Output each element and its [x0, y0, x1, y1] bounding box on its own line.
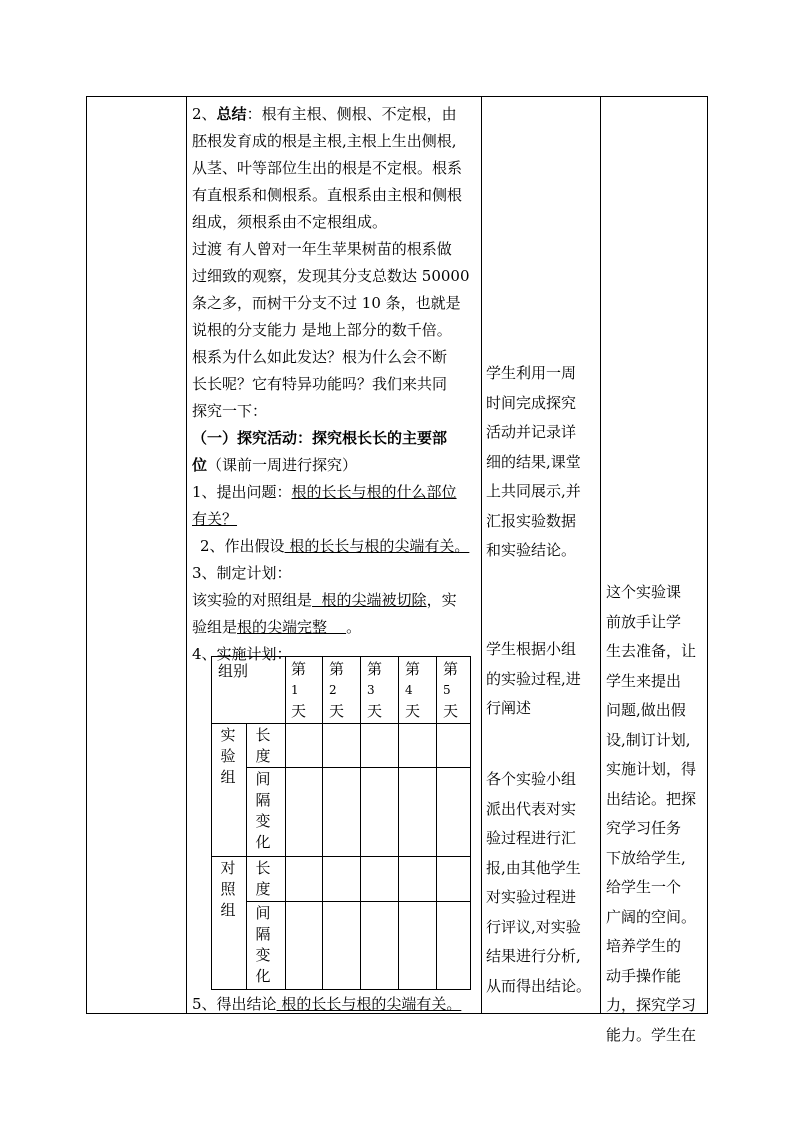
text-line: 探究一下：	[192, 402, 268, 420]
text-line: 派出代表对实	[486, 799, 577, 818]
grid-line	[398, 657, 399, 989]
group-header: 组别	[218, 662, 249, 680]
text-line: 实施计划，得	[606, 760, 697, 778]
text: 2、	[192, 105, 217, 123]
hypothesis-text: 根的长长与根的尖端有关。	[284, 537, 470, 555]
text-line: 力，探究学习	[606, 996, 697, 1014]
text: 第	[329, 660, 345, 678]
grid-line	[436, 657, 437, 989]
student-activity-1	[486, 359, 600, 566]
student-activity-3	[486, 765, 600, 1001]
grid-line	[322, 657, 323, 989]
text-line: 广阔的空间。	[606, 907, 697, 926]
text-line: 验过程进行汇	[486, 829, 577, 847]
experiment-group-label	[218, 725, 238, 788]
text: 长	[255, 726, 271, 744]
text-line: 有直根系和侧根系。直根系由主根和侧根	[192, 186, 463, 204]
text-line: 设,制订计划,	[606, 730, 691, 749]
text-line: 报,由其他学生	[486, 858, 581, 877]
day-5-header	[443, 659, 458, 722]
text-line: 说根的分支能力 是地上部分的数千倍。	[192, 321, 452, 339]
day-number: 5	[443, 683, 451, 697]
text: 第	[405, 660, 421, 678]
text: 天	[405, 702, 421, 720]
text: 天	[367, 702, 383, 720]
text: 第	[367, 660, 383, 678]
text: ：根有主根、侧根、不定根，由	[246, 105, 457, 123]
text: 隔	[255, 925, 271, 943]
day-number: 1	[291, 683, 299, 697]
text: 验	[220, 747, 236, 765]
text-line: 出结论。把探	[606, 789, 697, 808]
grid-line	[246, 901, 470, 902]
text-line: 从而得出结论。	[486, 976, 592, 995]
summary-label: 总结	[216, 105, 247, 123]
question-text: 根的长长与根的什么部位	[291, 483, 457, 501]
grid-line	[212, 856, 470, 857]
day-number: 4	[405, 683, 413, 697]
text-line: 各个实验小组	[486, 770, 577, 788]
text-line: 行评议,对实验	[486, 917, 581, 936]
text-line: 4、实施计划：	[192, 645, 292, 663]
text-line: 生去准备，让	[606, 642, 697, 660]
interval-change-label	[253, 903, 273, 987]
text-line: 学生利用一周	[486, 364, 577, 382]
text-line: 行阐述	[486, 699, 532, 717]
text: 5、得出结论	[192, 995, 277, 1013]
text: 2、作出假设	[200, 537, 285, 555]
text-line: 动手操作能	[606, 966, 682, 985]
activity-heading: （一）探究活动：探究根长长的主要部	[192, 429, 448, 447]
conclusion-line	[187, 987, 477, 1018]
day-4-header	[405, 659, 420, 722]
text-line: 过渡 有人曾对一年生苹果树苗的根系做	[192, 240, 452, 258]
text-line: 学生根据小组	[486, 640, 577, 658]
text: 组	[220, 901, 236, 919]
text: 。	[346, 618, 362, 636]
text: 长	[255, 859, 271, 877]
control-group-text: 根的尖端被切除	[312, 591, 427, 609]
text-line: 的实验过程,进	[486, 669, 581, 688]
length-label	[253, 858, 273, 900]
text-line: 长长呢？它有特异功能吗？我们来共同	[192, 375, 448, 393]
text-line: 汇报实验数据	[486, 511, 577, 530]
text: 度	[255, 747, 271, 765]
text: 天	[443, 702, 459, 720]
text: 化	[255, 967, 271, 985]
column-divider	[600, 97, 601, 1013]
text: 第	[443, 660, 459, 678]
text: 隔	[255, 791, 271, 809]
text: 化	[255, 833, 271, 851]
text: 组	[220, 768, 236, 786]
text-line: 根系为什么如此发达？根为什么会不断	[192, 348, 448, 366]
conclusion-text: 根的长长与根的尖端有关。	[276, 995, 462, 1013]
text-line: 细的结果,课堂	[486, 452, 581, 471]
text: 验组是	[192, 618, 238, 636]
text-line: 究学习任务	[606, 819, 682, 837]
grid-line	[360, 657, 361, 989]
question-text: 有关？	[192, 510, 238, 528]
text: 第	[291, 660, 307, 678]
design-intent-cell	[606, 578, 706, 1050]
text: 实	[220, 726, 236, 744]
text-line: 这个实验课	[606, 583, 682, 601]
text: 间	[255, 904, 271, 922]
activity-heading-end: 位	[192, 456, 208, 474]
text-line: 培养学生的	[606, 937, 682, 955]
day-3-header	[367, 659, 382, 722]
text: 度	[255, 880, 271, 898]
column-divider	[481, 97, 482, 1013]
day-2-header	[329, 659, 344, 722]
grid-line	[246, 767, 470, 768]
text-line: 能力。学生在	[606, 1025, 697, 1044]
text: 照	[220, 880, 236, 898]
text-line: 活动并记录详	[486, 423, 577, 441]
grid-line	[285, 657, 286, 989]
text: 变	[255, 812, 271, 830]
text: 天	[329, 702, 345, 720]
text-line: 给学生一个	[606, 878, 682, 896]
text-line: 结果进行分析,	[486, 947, 581, 965]
text-line: 对实验过程进	[486, 888, 577, 906]
text-line: 前放手让学	[606, 612, 682, 631]
text: 对	[220, 859, 236, 877]
text-line: 从茎、叶等部位生出的根是不定根。根系	[192, 159, 463, 177]
text-line: 学生来提出	[606, 671, 682, 690]
text: ，实	[426, 591, 457, 609]
text-line: 胚根发育成的根是主根,主根上生出侧根,	[192, 132, 457, 150]
experiment-record-table	[211, 656, 471, 990]
control-group-label	[218, 858, 238, 921]
text-line: 条之多，而树干分支不过 10 条，也就是	[192, 294, 461, 312]
text-line: 问题,做出假	[606, 701, 686, 719]
grid-line	[212, 723, 470, 724]
text: 天	[291, 702, 307, 720]
length-label	[253, 725, 273, 767]
interval-change-label	[253, 769, 273, 853]
text-line: 过细致的观察，发现其分支总数达 50000	[192, 267, 470, 285]
text-line: 和实验结论。	[486, 541, 577, 559]
day-1-header	[291, 659, 306, 722]
text-line: 上共同展示,并	[486, 482, 581, 500]
text-line: 时间完成探究	[486, 393, 577, 412]
text: 该实验的对照组是	[192, 591, 313, 609]
text: 1、提出问题：	[192, 483, 292, 501]
day-number: 2	[329, 683, 337, 697]
text: 变	[255, 946, 271, 964]
text: 间	[255, 770, 271, 788]
student-activity-2	[486, 635, 600, 724]
day-number: 3	[367, 683, 375, 697]
text-line: 下放给学生,	[606, 848, 686, 867]
experiment-group-text: 根的尖端完整	[237, 618, 347, 636]
text-line: 3、制定计划：	[192, 564, 292, 582]
teaching-content-cell	[187, 97, 477, 668]
text: （课前一周进行探究）	[207, 456, 358, 474]
text-line: 组成，须根系由不定根组成。	[192, 213, 388, 231]
